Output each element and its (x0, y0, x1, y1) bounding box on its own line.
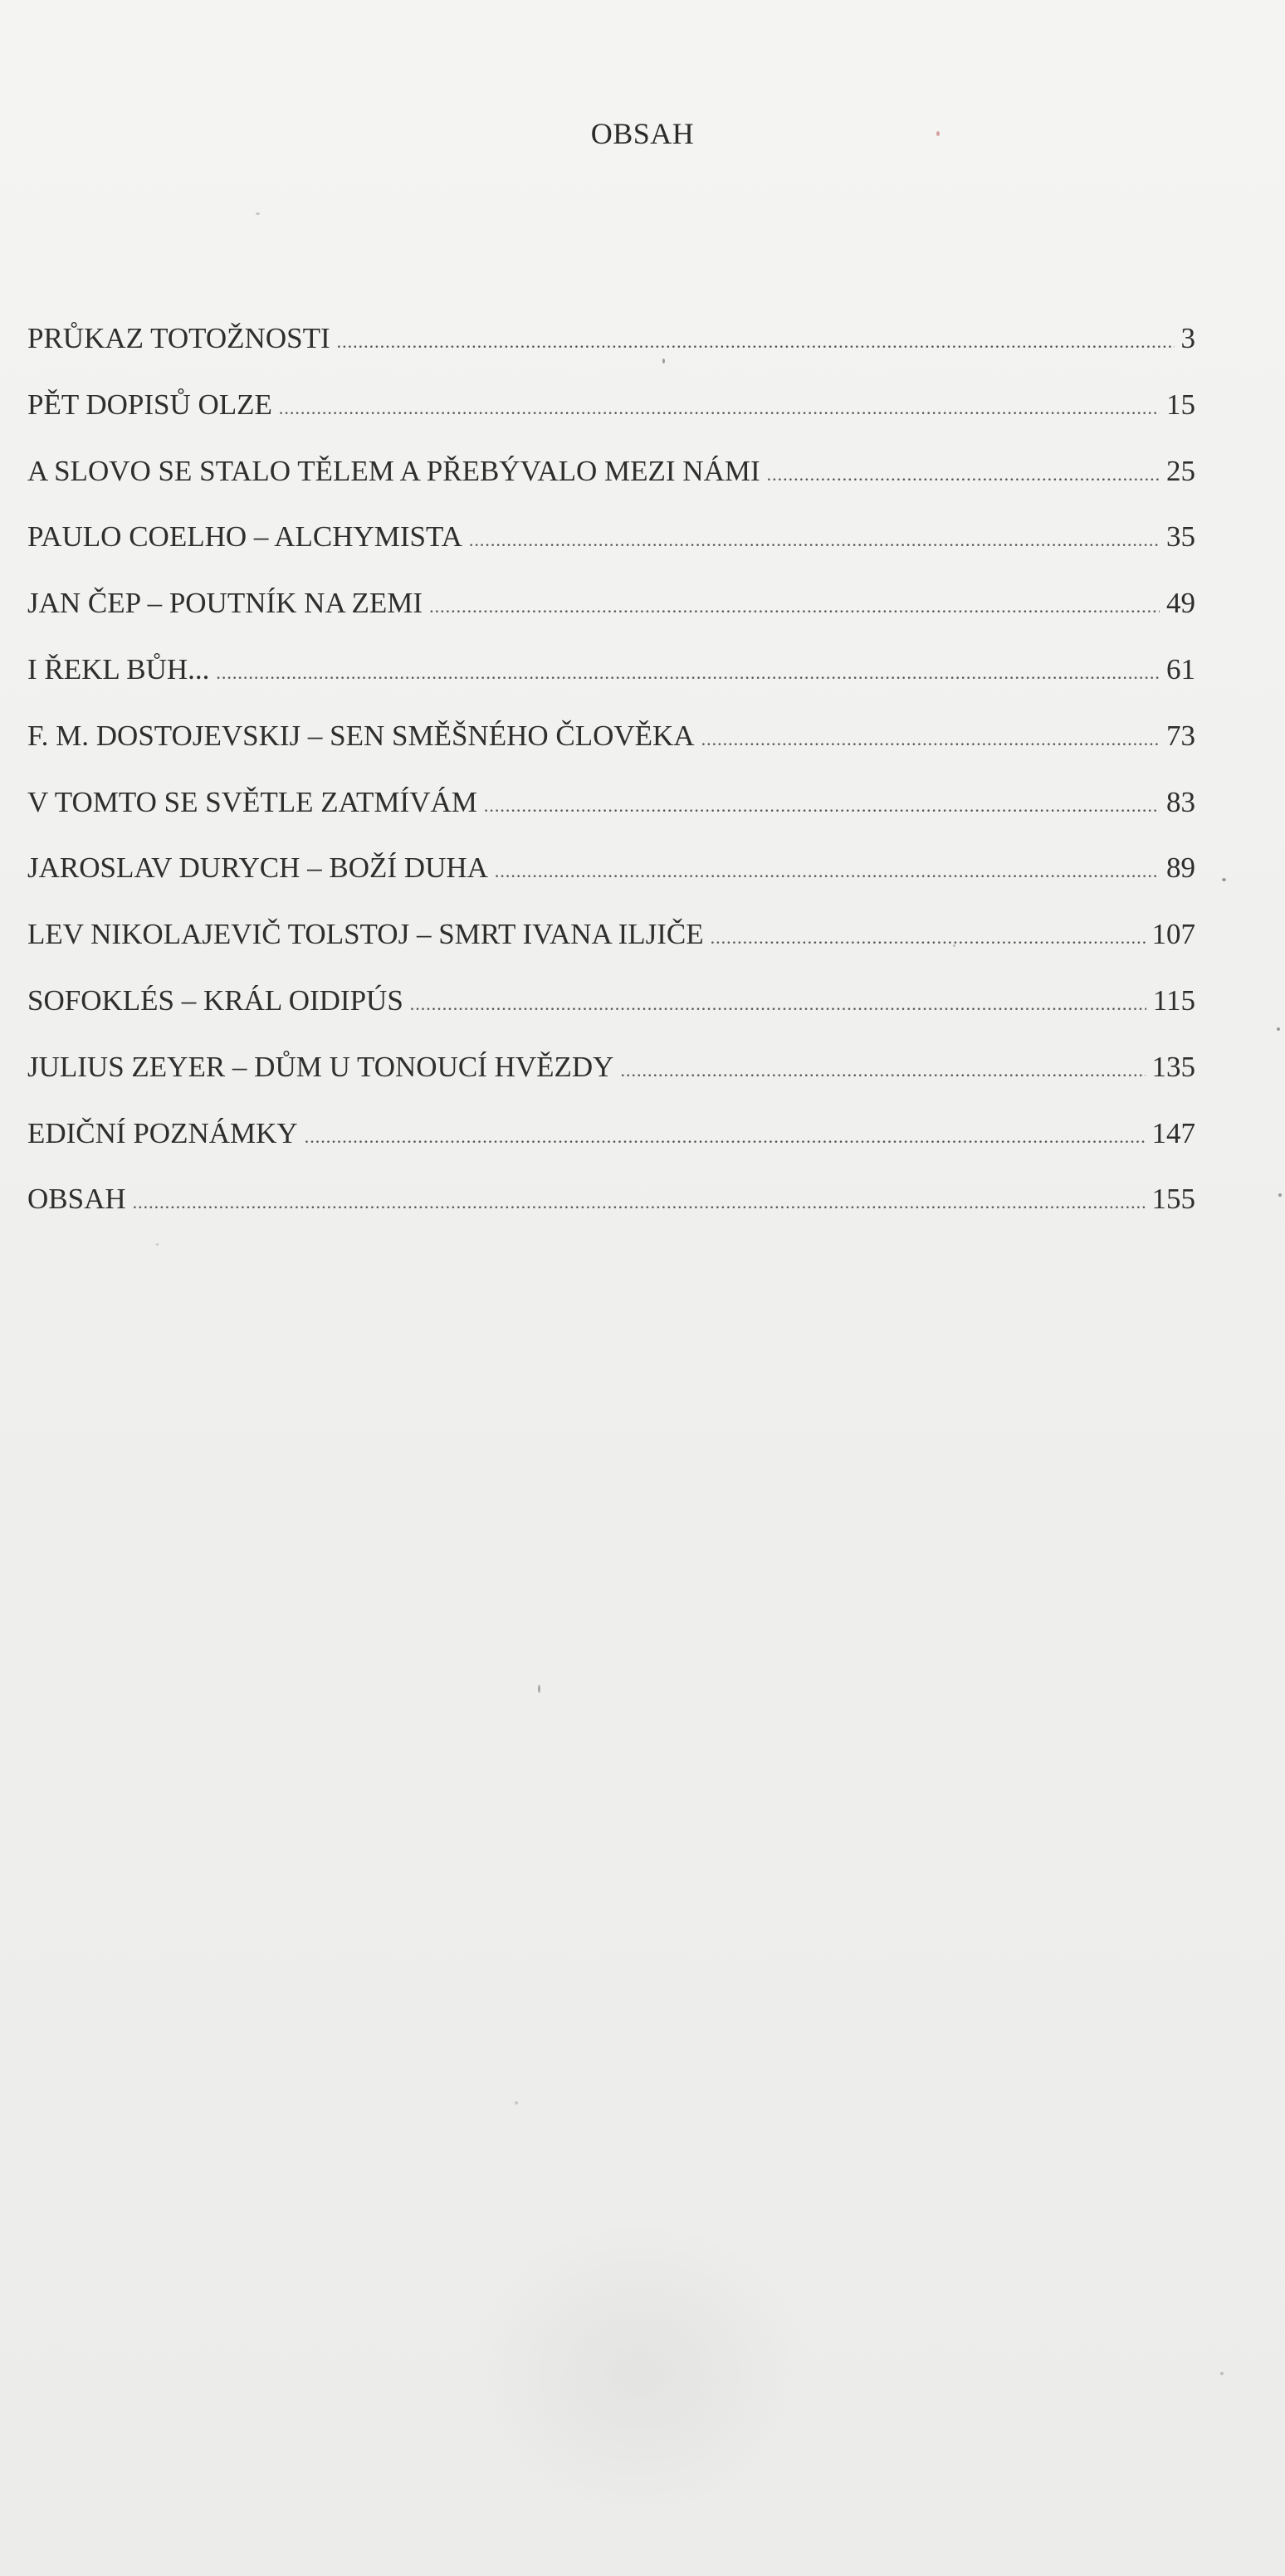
toc-entry-page: 15 (1166, 388, 1195, 421)
toc-entry-page: 25 (1166, 454, 1195, 487)
paper-speck (1220, 2372, 1224, 2375)
toc-entry (27, 1100, 1195, 1167)
toc-entry-title: V TOMTO SE SVĚTLE ZATMÍVÁM (27, 785, 477, 818)
toc-leader-dots (337, 309, 1175, 375)
toc-entry-page: 147 (1151, 1116, 1195, 1149)
toc-entry-title: JAROSLAV DURYCH – BOŽÍ DUHA (27, 851, 488, 885)
toc-entry-page: 35 (1166, 520, 1195, 554)
paper-speck (662, 359, 665, 363)
toc-leader-dots (469, 507, 1160, 573)
toc-entry (27, 835, 1195, 901)
toc-entry-page: 49 (1166, 587, 1195, 620)
toc-leader-dots (620, 1037, 1145, 1104)
paper-speck (156, 1243, 159, 1246)
toc-entry-title: JAN ČEP – POUTNÍK NA ZEMI (27, 587, 423, 620)
toc-entry (27, 438, 1195, 505)
toc-entry-title: I ŘEKL BŮH... (27, 652, 210, 685)
paper-speck (1222, 878, 1226, 881)
page-title: OBSAH (590, 117, 695, 150)
toc-entry-page: 155 (1151, 1183, 1195, 1216)
paper-speck (538, 1685, 540, 1693)
toc-entry-page: 135 (1151, 1050, 1195, 1083)
toc-entry-title: EDIČNÍ POZNÁMKY (27, 1116, 298, 1149)
toc-leader-dots (701, 706, 1160, 773)
toc-entry-title: F. M. DOSTOJEVSKIJ – SEN SMĚŠNÉHO ČLOVĚKA (27, 719, 695, 752)
toc-leader-dots (767, 442, 1160, 508)
toc-entry-title: PAULO COELHO – ALCHYMISTA (27, 520, 462, 554)
toc-entry (27, 901, 1195, 968)
paper-speck (1277, 1027, 1280, 1031)
toc-entry-page: 89 (1166, 851, 1195, 885)
toc-entry-title: SOFOKLÉS – KRÁL OIDIPÚS (27, 983, 403, 1017)
toc-entry (27, 968, 1195, 1034)
paper-speck (953, 944, 955, 947)
toc-leader-dots (216, 640, 1160, 706)
toc-entry (27, 570, 1195, 637)
toc-entry-page: 83 (1166, 785, 1195, 818)
toc-entry-page: 107 (1151, 918, 1195, 951)
toc-entry-page: 61 (1166, 652, 1195, 685)
paper-speck (1278, 1193, 1282, 1197)
toc-entry-title: PRŮKAZ TOTOŽNOSTI (27, 322, 330, 354)
toc-entry-page: 73 (1166, 719, 1195, 752)
toc-leader-dots (429, 573, 1160, 640)
toc-entry-page: 115 (1152, 983, 1195, 1017)
toc-entry (27, 1034, 1195, 1100)
toc-entry-title: JULIUS ZEYER – DŮM U TONOUCÍ HVĚZDY (27, 1050, 614, 1083)
toc-leader-dots (305, 1104, 1146, 1170)
toc-entry (27, 703, 1195, 769)
table-of-contents (27, 305, 1195, 1232)
toc-entry-page: 3 (1180, 322, 1195, 354)
toc-entry-title: LEV NIKOLAJEVIČ TOLSTOJ – SMRT IVANA ILJIČE (27, 918, 704, 951)
toc-entry-title: A SLOVO SE STALO TĚLEM A PŘEBÝVALO MEZI NÁMI (27, 454, 760, 487)
toc-entry-title: PĚT DOPISŮ OLZE (27, 388, 272, 421)
toc-entry (27, 372, 1195, 438)
toc-leader-dots (484, 773, 1160, 839)
toc-leader-dots (279, 375, 1160, 442)
toc-entry (27, 637, 1195, 703)
paper-speck (515, 2101, 518, 2105)
toc-leader-dots (495, 838, 1160, 905)
toc-entry (27, 305, 1195, 372)
toc-leader-dots (410, 971, 1146, 1037)
toc-entry (27, 769, 1195, 836)
show-through-shadow (465, 2224, 814, 2523)
toc-entry (27, 1166, 1195, 1232)
toc-entry (27, 504, 1195, 570)
toc-leader-dots (133, 1169, 1146, 1236)
paper-speck (936, 131, 940, 136)
toc-leader-dots (711, 905, 1146, 971)
paper-speck (256, 212, 260, 215)
toc-entry-title: OBSAH (27, 1183, 126, 1216)
